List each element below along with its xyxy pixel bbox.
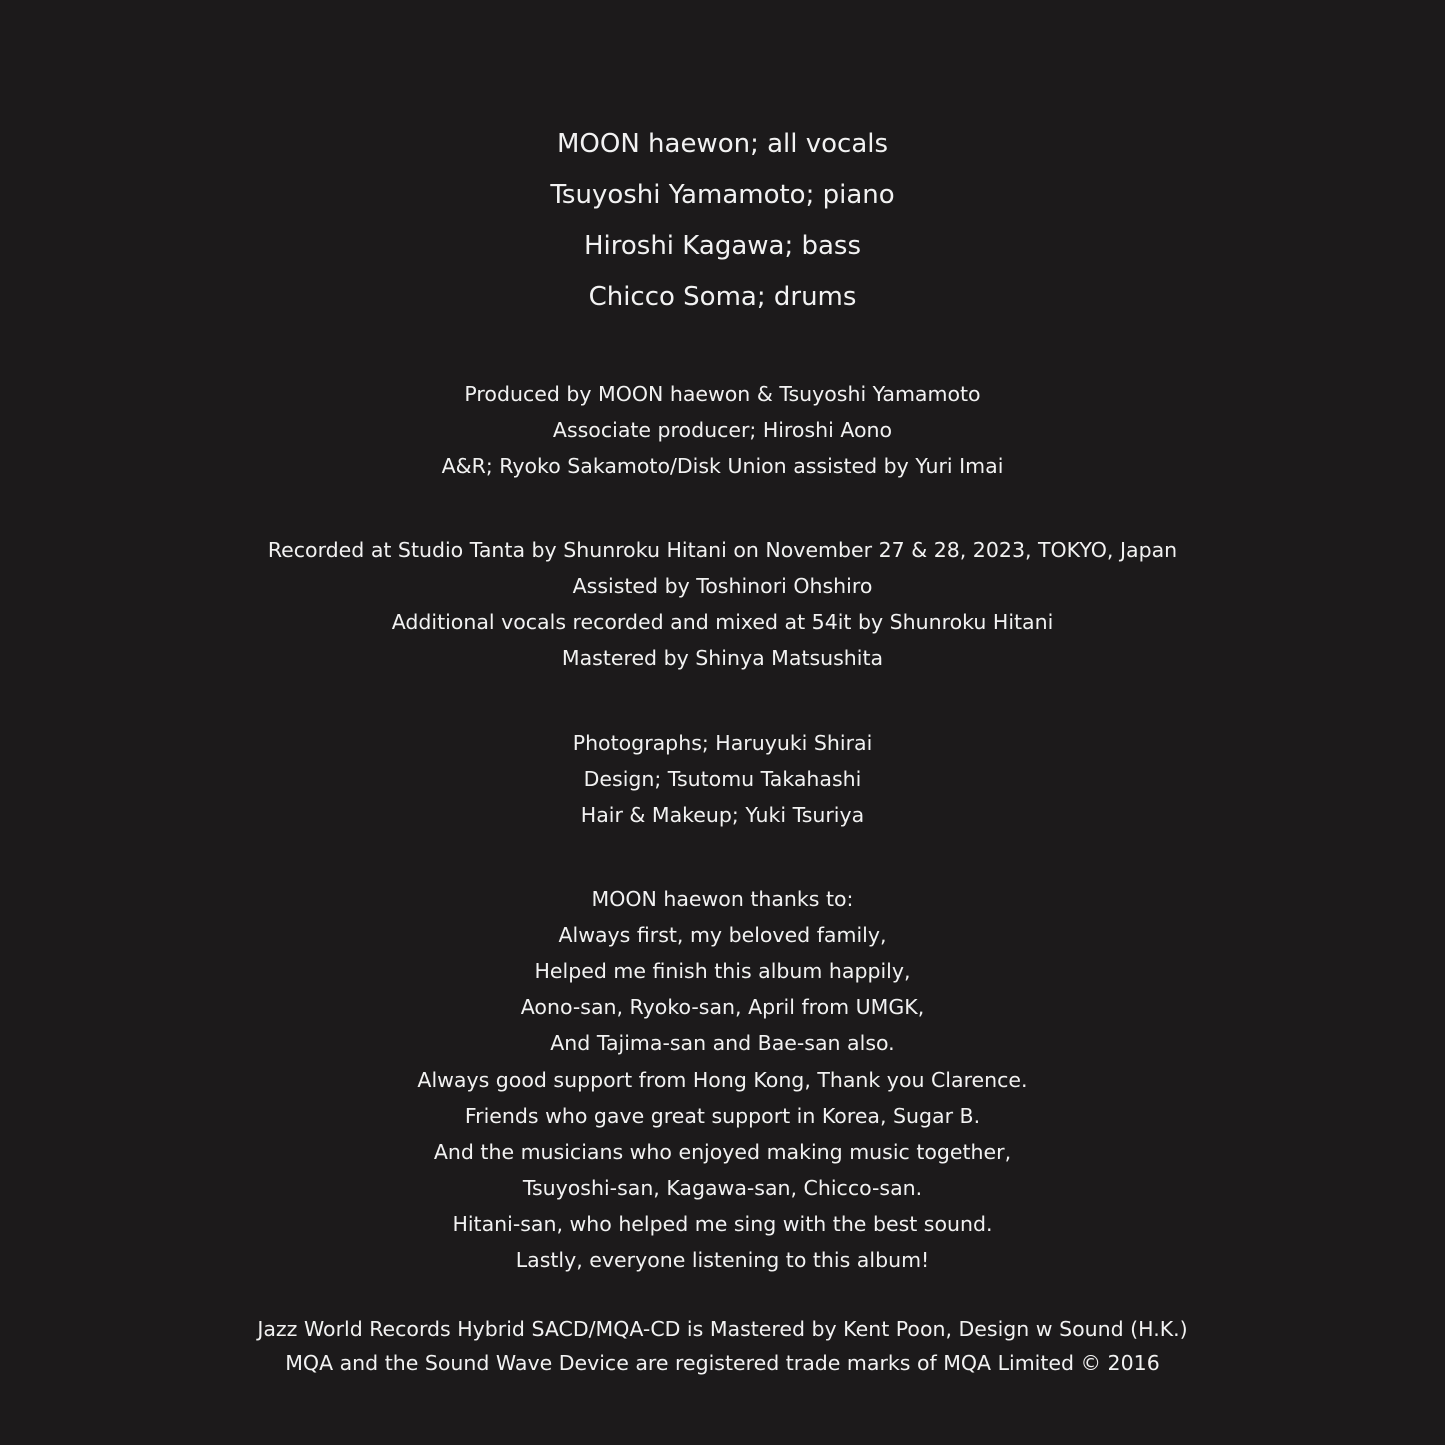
- thanks-line: Always first, my beloved family,: [558, 923, 887, 947]
- recording-credit: Recorded at Studio Tanta by Shunroku Hitani on November 27 & 28, 2023, TOKYO, Japan: [267, 538, 1178, 562]
- thanks-line: Always good support from Hong Kong, Thank you Clarence.: [417, 1068, 1028, 1092]
- recording-credit: Mastered by Shinya Matsushita: [561, 646, 884, 670]
- footer-line: MQA and the Sound Wave Device are registered trade marks of MQA Limited © 2016: [285, 1351, 1160, 1375]
- production-credit: Produced by MOON haewon & Tsuyoshi Yamamoto: [464, 382, 981, 406]
- thanks-line: Lastly, everyone listening to this album!: [515, 1248, 930, 1272]
- recording-credit: Additional vocals recorded and mixed at 54it by Shunroku Hitani: [391, 610, 1054, 634]
- musician-line: Chicco Soma; drums: [588, 282, 857, 312]
- thanks-line: Aono-san, Ryoko-san, April from UMGK,: [520, 995, 925, 1019]
- footer-line: Jazz World Records Hybrid SACD/MQA-CD is Mastered by Kent Poon, Design w Sound (H.K.): [257, 1317, 1188, 1341]
- recording-credit: Assisted by Toshinori Ohshiro: [572, 574, 873, 598]
- thanks-heading: MOON haewon thanks to:: [591, 887, 854, 911]
- thanks-line: Hitani-san, who helped me sing with the best sound.: [452, 1212, 993, 1236]
- thanks-line: Helped me finish this album happily,: [534, 959, 911, 983]
- musician-line: Tsuyoshi Yamamoto; piano: [550, 180, 895, 210]
- thanks-line: Friends who gave great support in Korea, Sugar B.: [464, 1104, 981, 1128]
- production-credit: Associate producer; Hiroshi Aono: [552, 418, 893, 442]
- thanks-line: And the musicians who enjoyed making music together,: [433, 1140, 1012, 1164]
- artwork-credit: Hair & Makeup; Yuki Tsuriya: [580, 803, 865, 827]
- artwork-credit: Photographs; Haruyuki Shirai: [572, 731, 873, 755]
- musician-line: MOON haewon; all vocals: [556, 129, 889, 159]
- artwork-credit: Design; Tsutomu Takahashi: [583, 767, 862, 791]
- production-credit: A&R; Ryoko Sakamoto/Disk Union assisted by Yuri Imai: [441, 454, 1004, 478]
- musician-line: Hiroshi Kagawa; bass: [583, 231, 862, 261]
- thanks-line: And Tajima-san and Bae-san also.: [550, 1031, 895, 1055]
- thanks-line: Tsuyoshi-san, Kagawa-san, Chicco-san.: [522, 1176, 923, 1200]
